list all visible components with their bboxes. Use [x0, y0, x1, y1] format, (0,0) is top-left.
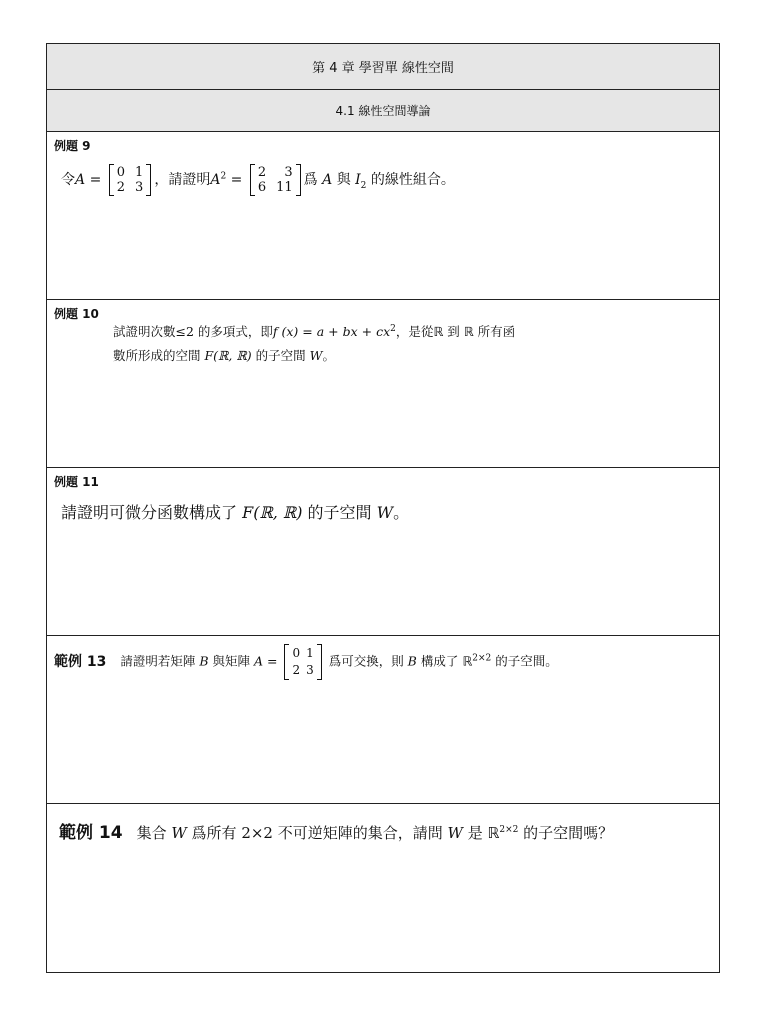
- example-14-label: 範例 14: [59, 823, 123, 843]
- example-9-cell: [47, 132, 719, 300]
- section-header: [47, 90, 719, 132]
- matrix-a-13: 0 1 2 3: [284, 644, 321, 680]
- worksheet-table: [46, 43, 720, 973]
- matrix-a: 0 1 2 3: [109, 164, 152, 196]
- section-title: 4.1 線性空間導論: [335, 104, 431, 118]
- example-10-cell: [47, 300, 719, 468]
- example-14-statement: 範例 14 集合 W 爲所有 2×2 不可逆矩陣的集合，請問 W 是 ℝ$^{2\times 2}$ 的子空間嗎？: [59, 823, 614, 843]
- chapter-title: 第 4 章 學習單 線性空間: [312, 61, 454, 76]
- example-11-statement: 請證明可微分函數構成了 F(ℝ, ℝ) 的子空間 W。: [61, 503, 410, 522]
- example-10-line-2: 數所形成的空間 F(ℝ, ℝ) 的子空間 W。: [113, 348, 335, 363]
- chapter-header: [47, 44, 719, 90]
- example-14-cell: [47, 804, 719, 972]
- example-11-cell: [47, 468, 719, 636]
- example-9-label: 例題 9: [54, 139, 91, 153]
- example-13-statement: 範例 13 請證明若矩陣 B 與矩陣 A = 0 1 2 3 爲可交換，則 B 構成了 ℝ$^{2\times 2}$ 的子空間。: [54, 644, 558, 680]
- example-10-label: 例題 10: [54, 307, 99, 321]
- example-13-cell: [47, 636, 719, 804]
- matrix-a-squared: 2 3 6 11: [250, 164, 301, 196]
- example-13-label: 範例 13: [54, 653, 107, 670]
- example-10-line-1: 試證明次數≤2 的多項式，即f (x) = a + bx + $cx^2$，是從ℝ 到 ℝ 所有函: [113, 323, 516, 339]
- example-9-statement: 令A = 0 1 2 3 ，請證明$A^2$ = 2 3 6 11 爲 A 與 $I_2$ 的線性組合。: [61, 165, 455, 195]
- example-11-label: 例題 11: [54, 475, 99, 489]
